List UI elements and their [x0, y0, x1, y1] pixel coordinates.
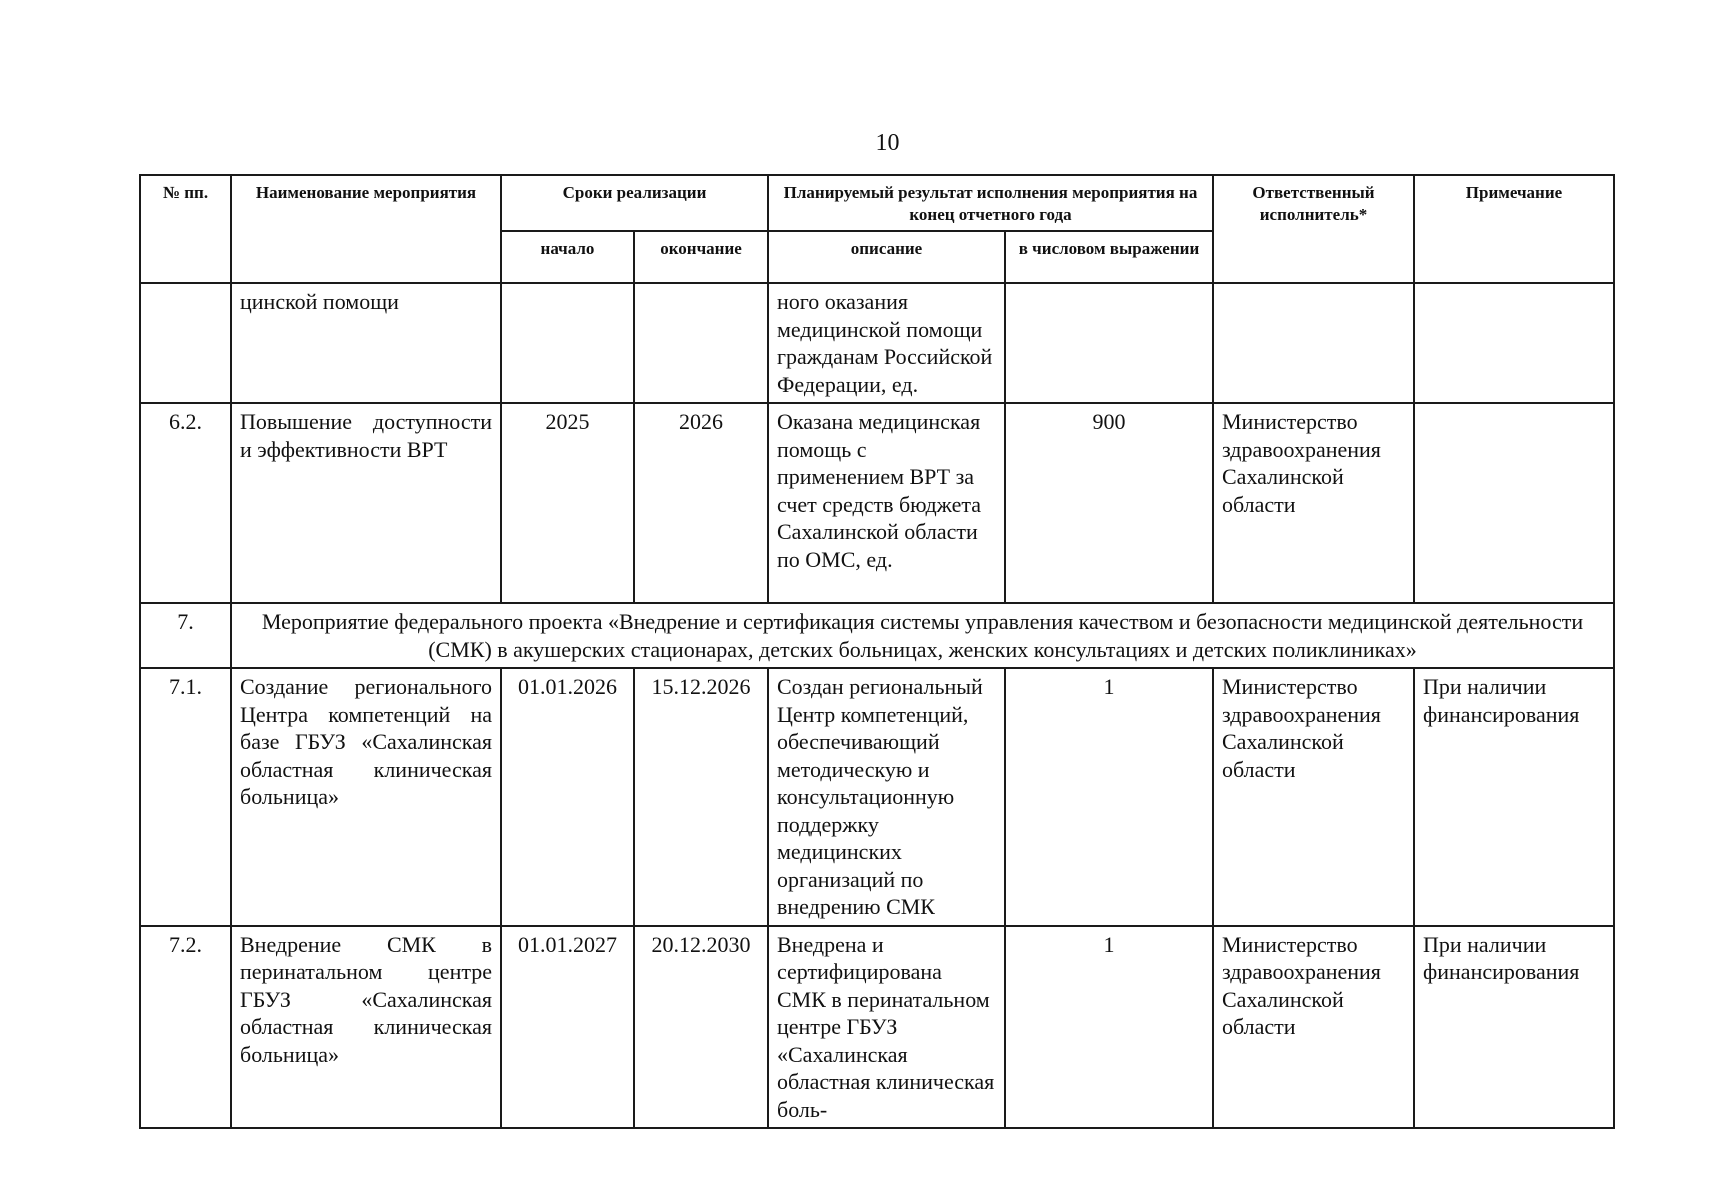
- cell-end: 2026: [634, 403, 768, 603]
- cell-description: Создан региональный Центр компетенций, обеспечивающий методическую и консультационную поддержку медицинских организаций по внедрению СМК: [768, 668, 1005, 926]
- cell-description: Оказана медицинская помощь с применением ВРТ за счет средств бюджета Сахалинской области по ОМС, ед.: [768, 403, 1005, 603]
- table-row: [140, 283, 1614, 403]
- section-title: Мероприятие федерального проекта «Внедрение и сертификация системы управления качеством и безопасности медицинской деятельности (СМК) в акушерских стационарах, детских больницах, женских консультациях и детских поликлиниках»: [231, 603, 1614, 668]
- cell-responsible: Министерство здравоохранения Сахалинской области: [1213, 926, 1414, 1129]
- header-num: № пп.: [140, 175, 231, 283]
- header-row-top: [140, 175, 1614, 231]
- header-name: Наименование мероприятия: [231, 175, 501, 283]
- table-row: [140, 668, 1614, 926]
- header-result: Планируемый результат исполнения мероприятия на конец отчетного года: [768, 175, 1213, 231]
- header-responsible: Ответственный исполнитель*: [1213, 175, 1414, 283]
- cell-start: 01.01.2026: [501, 668, 634, 926]
- cell-start: 2025: [501, 403, 634, 603]
- header-note: Примечание: [1414, 175, 1614, 283]
- cell-num: 7.1.: [140, 668, 231, 926]
- activities-table: [139, 174, 1615, 1129]
- cell-name: Внедрение СМК в перинатальном центре ГБУЗ «Сахалинская областная клиническая больница»: [231, 926, 501, 1129]
- cell-end: [634, 283, 768, 403]
- cell-note: [1414, 403, 1614, 603]
- section-row: [140, 603, 1614, 668]
- header-start: начало: [501, 231, 634, 283]
- cell-responsible: [1213, 283, 1414, 403]
- cell-note: При наличии финансирования: [1414, 668, 1614, 926]
- cell-note: [1414, 283, 1614, 403]
- cell-end: 20.12.2030: [634, 926, 768, 1129]
- cell-end: 15.12.2026: [634, 668, 768, 926]
- page-number: 10: [875, 130, 900, 156]
- cell-note: При наличии финансирования: [1414, 926, 1614, 1129]
- cell-description: Внедрена и сертифицирована СМК в перинатальном центре ГБУЗ «Сахалинская областная клиническая боль-: [768, 926, 1005, 1129]
- header-end: окончание: [634, 231, 768, 283]
- cell-num: 6.2.: [140, 403, 231, 603]
- cell-value: 1: [1005, 926, 1213, 1129]
- cell-name: Создание регионального Центра компетенций на базе ГБУЗ «Сахалинская областная клиническая больница»: [231, 668, 501, 926]
- cell-num: 7.2.: [140, 926, 231, 1129]
- cell-value: 1: [1005, 668, 1213, 926]
- cell-responsible: Министерство здравоохранения Сахалинской области: [1213, 668, 1414, 926]
- cell-num: 7.: [140, 603, 231, 668]
- cell-name: цинской помощи: [231, 283, 501, 403]
- cell-num: [140, 283, 231, 403]
- cell-start: [501, 283, 634, 403]
- header-description: описание: [768, 231, 1005, 283]
- table-row: [140, 926, 1614, 1129]
- header-terms: Сроки реализации: [501, 175, 768, 231]
- cell-responsible: Министерство здравоохранения Сахалинской области: [1213, 403, 1414, 603]
- header-numeric: в числовом выражении: [1005, 231, 1213, 283]
- cell-value: [1005, 283, 1213, 403]
- cell-name: Повышение доступности и эффективности ВРТ: [231, 403, 501, 603]
- table-row: [140, 403, 1614, 603]
- cell-description: ного оказания медицинской помощи гражданам Российской Федерации, ед.: [768, 283, 1005, 403]
- cell-value: 900: [1005, 403, 1213, 603]
- cell-start: 01.01.2027: [501, 926, 634, 1129]
